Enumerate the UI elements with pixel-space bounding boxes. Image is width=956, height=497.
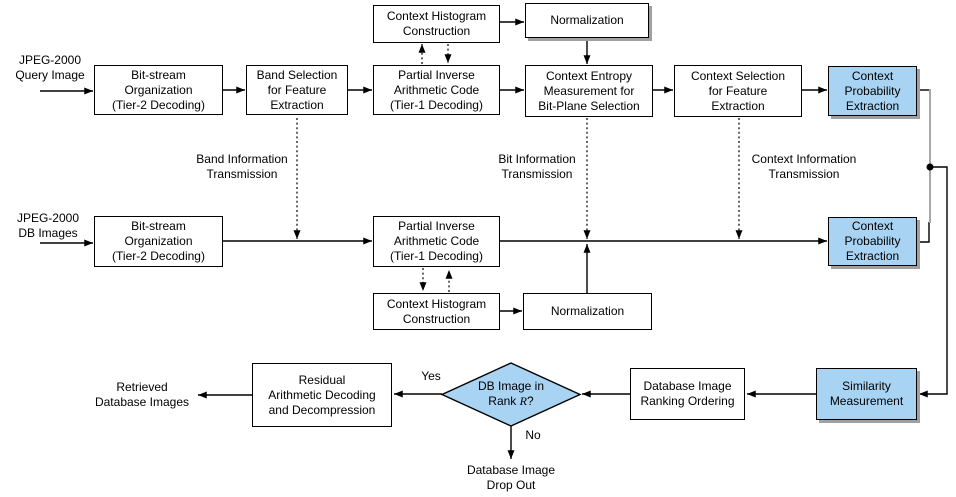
box-line: Partial Inverse	[398, 67, 475, 82]
box-context-entropy	[525, 65, 653, 117]
box-line: Construction	[402, 311, 471, 326]
label-line: DB Images	[18, 226, 78, 240]
box-line: Context Histogram	[386, 9, 487, 23]
box-line: and Decompression	[268, 402, 376, 417]
box-line: Partial Inverse	[398, 219, 475, 233]
box-line: (Tier-2 Decoding)	[112, 249, 205, 263]
label-line: Database Images	[94, 395, 190, 409]
box-line: Construction	[402, 24, 471, 38]
box-ranking-ordering	[630, 368, 745, 420]
box-line: Extraction	[270, 97, 324, 112]
box-residual-decoding	[252, 363, 392, 427]
box-normalization-top	[525, 3, 649, 38]
wire-junction-similarity	[919, 167, 947, 394]
label-line: Context Information	[751, 152, 857, 166]
label-line: No	[525, 428, 541, 442]
label-line: JPEG-2000	[18, 53, 82, 67]
box-line: Context Selection	[690, 68, 786, 83]
box-line: Ranking Ordering	[640, 394, 735, 408]
box-line: Measurement	[829, 394, 904, 408]
box-line: (Tier-1 Decoding)	[390, 97, 483, 112]
label-line: Retrieved	[116, 380, 168, 394]
label-drop-out	[451, 463, 571, 493]
decision-rank-suffix: ?	[527, 394, 534, 408]
label-yes	[413, 369, 449, 384]
label-line: Yes	[421, 369, 441, 383]
label-line: Band Information	[196, 152, 288, 166]
box-line: Database Image	[643, 379, 732, 393]
box-line: Arithmetic Code	[393, 82, 480, 97]
label-line: JPEG-2000	[16, 211, 80, 225]
box-context-selection	[674, 65, 802, 117]
box-line: Extraction	[845, 249, 900, 263]
label-bit-info	[472, 152, 602, 182]
box-line: Band Selection	[256, 67, 338, 82]
label-db-input	[2, 211, 94, 241]
box-line: Normalization	[550, 13, 624, 27]
box-partial-inverse-db	[373, 216, 500, 267]
label-line: Transmission	[206, 167, 278, 181]
decision-rank-line	[446, 394, 576, 409]
decision-rank-prefix: Rank	[488, 394, 520, 408]
box-context-histogram-top	[373, 5, 500, 43]
box-line: Arithmetic Decoding	[268, 387, 376, 402]
box-line: (Tier-2 Decoding)	[112, 97, 205, 112]
label-line: Drop Out	[486, 478, 536, 492]
box-line: Bit-stream	[131, 67, 186, 82]
box-line: for Feature	[708, 83, 768, 98]
box-line: Probability	[844, 234, 901, 248]
box-line: Context Entropy	[545, 68, 633, 83]
decision-rank-variable: R	[519, 394, 527, 408]
box-bitstream-query	[94, 65, 223, 115]
box-line: Probability	[844, 83, 901, 98]
box-bitstream-db	[94, 216, 223, 267]
box-context-probability-db	[828, 217, 917, 266]
box-line: Normalization	[550, 304, 625, 318]
box-line: Context Histogram	[386, 296, 487, 311]
box-context-histogram-bottom	[373, 293, 500, 330]
box-context-probability-query	[828, 66, 917, 116]
box-line: for Feature	[267, 82, 327, 97]
label-context-info	[738, 152, 870, 182]
box-line: Measurement for	[543, 83, 635, 98]
box-normalization-bottom	[523, 293, 652, 330]
junction-dot	[927, 164, 934, 171]
label-retrieved	[77, 380, 207, 410]
box-line: Similarity	[842, 379, 891, 393]
box-line: (Tier-1 Decoding)	[390, 249, 483, 263]
box-line: Arithmetic Code	[393, 234, 480, 248]
box-line: Extraction	[845, 98, 900, 113]
box-line: Organization	[124, 82, 193, 97]
decision-line: DB Image in	[477, 379, 545, 393]
label-line: Database Image	[466, 463, 556, 477]
box-band-selection	[246, 65, 348, 115]
label-line: Query Image	[15, 68, 85, 82]
box-line: Residual	[298, 372, 346, 387]
box-line: Context	[851, 219, 894, 233]
box-line: Context	[851, 68, 894, 83]
box-line: Extraction	[711, 98, 765, 113]
label-band-info	[177, 152, 307, 182]
box-line: Organization	[124, 234, 193, 248]
decision-label	[446, 379, 576, 409]
label-query-input	[2, 53, 98, 83]
box-partial-inverse-query	[373, 65, 500, 115]
wire-cpedb-out	[917, 222, 929, 242]
label-line: Transmission	[768, 167, 840, 181]
label-line: Transmission	[501, 167, 573, 181]
label-no	[517, 428, 549, 443]
box-line: Bit-stream	[131, 219, 186, 233]
box-similarity	[816, 368, 917, 420]
label-line: Bit Information	[498, 152, 576, 166]
box-line: Bit-Plane Selection	[538, 98, 640, 113]
